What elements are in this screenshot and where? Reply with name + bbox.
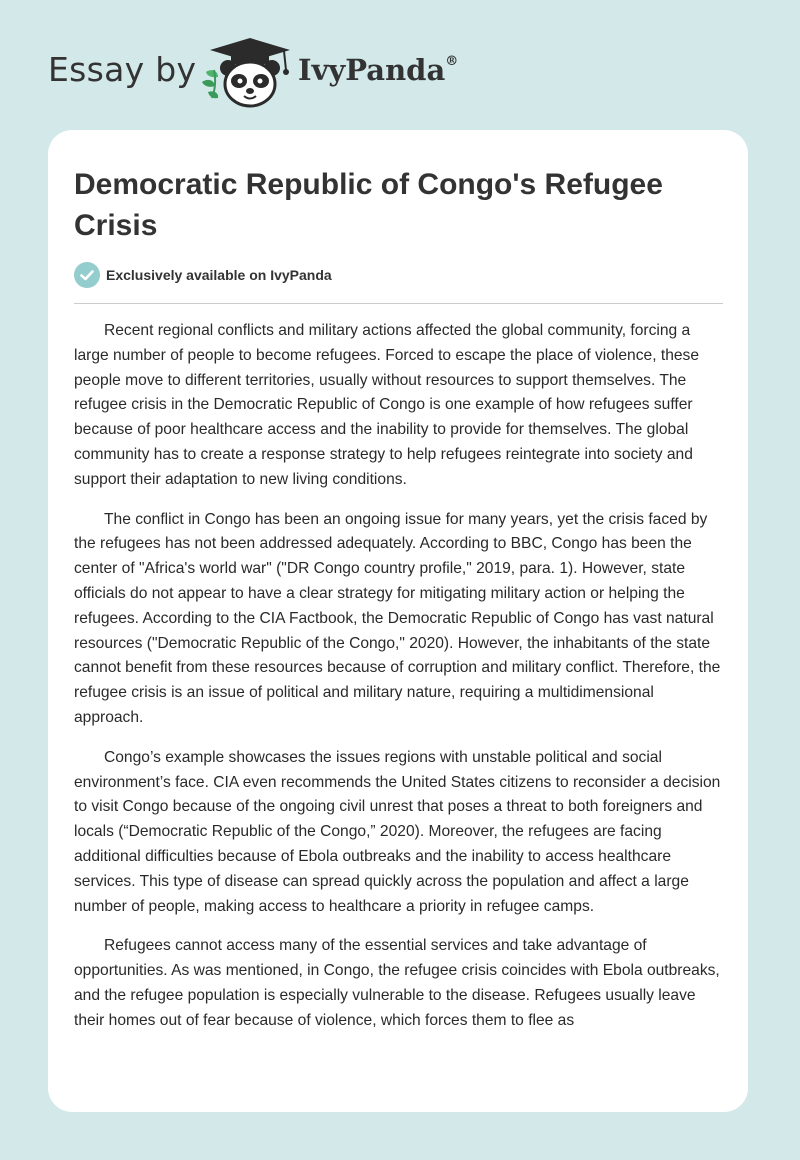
paragraph: Recent regional conflicts and military actions affected the global community, forcing a large number of people to become refugees. Forced to escape the place of violence, these people move to different territories, usually without resources to support themselves. The refugee crisis in the Democratic Republic of Congo is one example of how refugees suffer because of poor healthcare access and the inability to provide for themselves. The global community has to create a response strategy to help refugees reintegrate into society and support their adaptation to new living conditions. [74, 322, 700, 488]
divider [74, 303, 723, 304]
brand-name[interactable]: IvyPanda® [298, 53, 459, 87]
essay-by-label: Essay by [48, 50, 197, 89]
paragraph: The conflict in Congo has been an ongoing issue for many years, yet the crisis faced by the refugees has not been addressed adequately. According to BBC, Congo has been the center of "Africa's world war" ("DR Congo country profile," 2019, para. 1). However, state officials do not appear to have a clear strategy for mitigating military action or helping the refugees. According to the CIA Factbook, the Democratic Republic of Congo has vast natural resources ("Democratic Republic of the Congo," 2020). However, the inhabitants of the state cannot benefit from these resources because of corruption and military conflict. Therefore, the refugee crisis is an issue of political and military nature, requiring a multidimensional approach. [74, 510, 721, 726]
check-circle-icon [74, 262, 100, 288]
site-header [48, 34, 548, 114]
essay-body [74, 319, 724, 1049]
paragraph: Congo’s example showcases the issues regions with unstable political and social environment’s face. CIA even recommends the United States citizens to reconsider a decision to visit Congo because of the ongoing civil unrest that poses a threat to both foreigners and locals (“Democratic Republic of the Congo,” 2020). Moreover, the refugees are facing additional difficulties because of Ebola outbreaks and the inability to access healthcare services. This type of disease can spread quickly across the population and affect a large number of people, making access to healthcare a priority in refugee camps. [74, 748, 721, 915]
registered-mark: ® [445, 54, 459, 70]
panda-graduate-icon[interactable] [198, 34, 298, 110]
page-title: Democratic Republic of Congo's Refugee Crisis [74, 168, 663, 242]
essay-card [48, 130, 748, 1112]
exclusive-badge-label: Exclusively available on IvyPanda [106, 267, 332, 283]
paragraph: Refugees cannot access many of the essential services and take advantage of opportunities. As was mentioned, in Congo, the refugee crisis coincides with Ebola outbreaks, and the refugee population is especially vulnerable to the disease. Refugees usually leave their homes out of fear because of violence, which forces them to flee as [74, 937, 720, 1029]
